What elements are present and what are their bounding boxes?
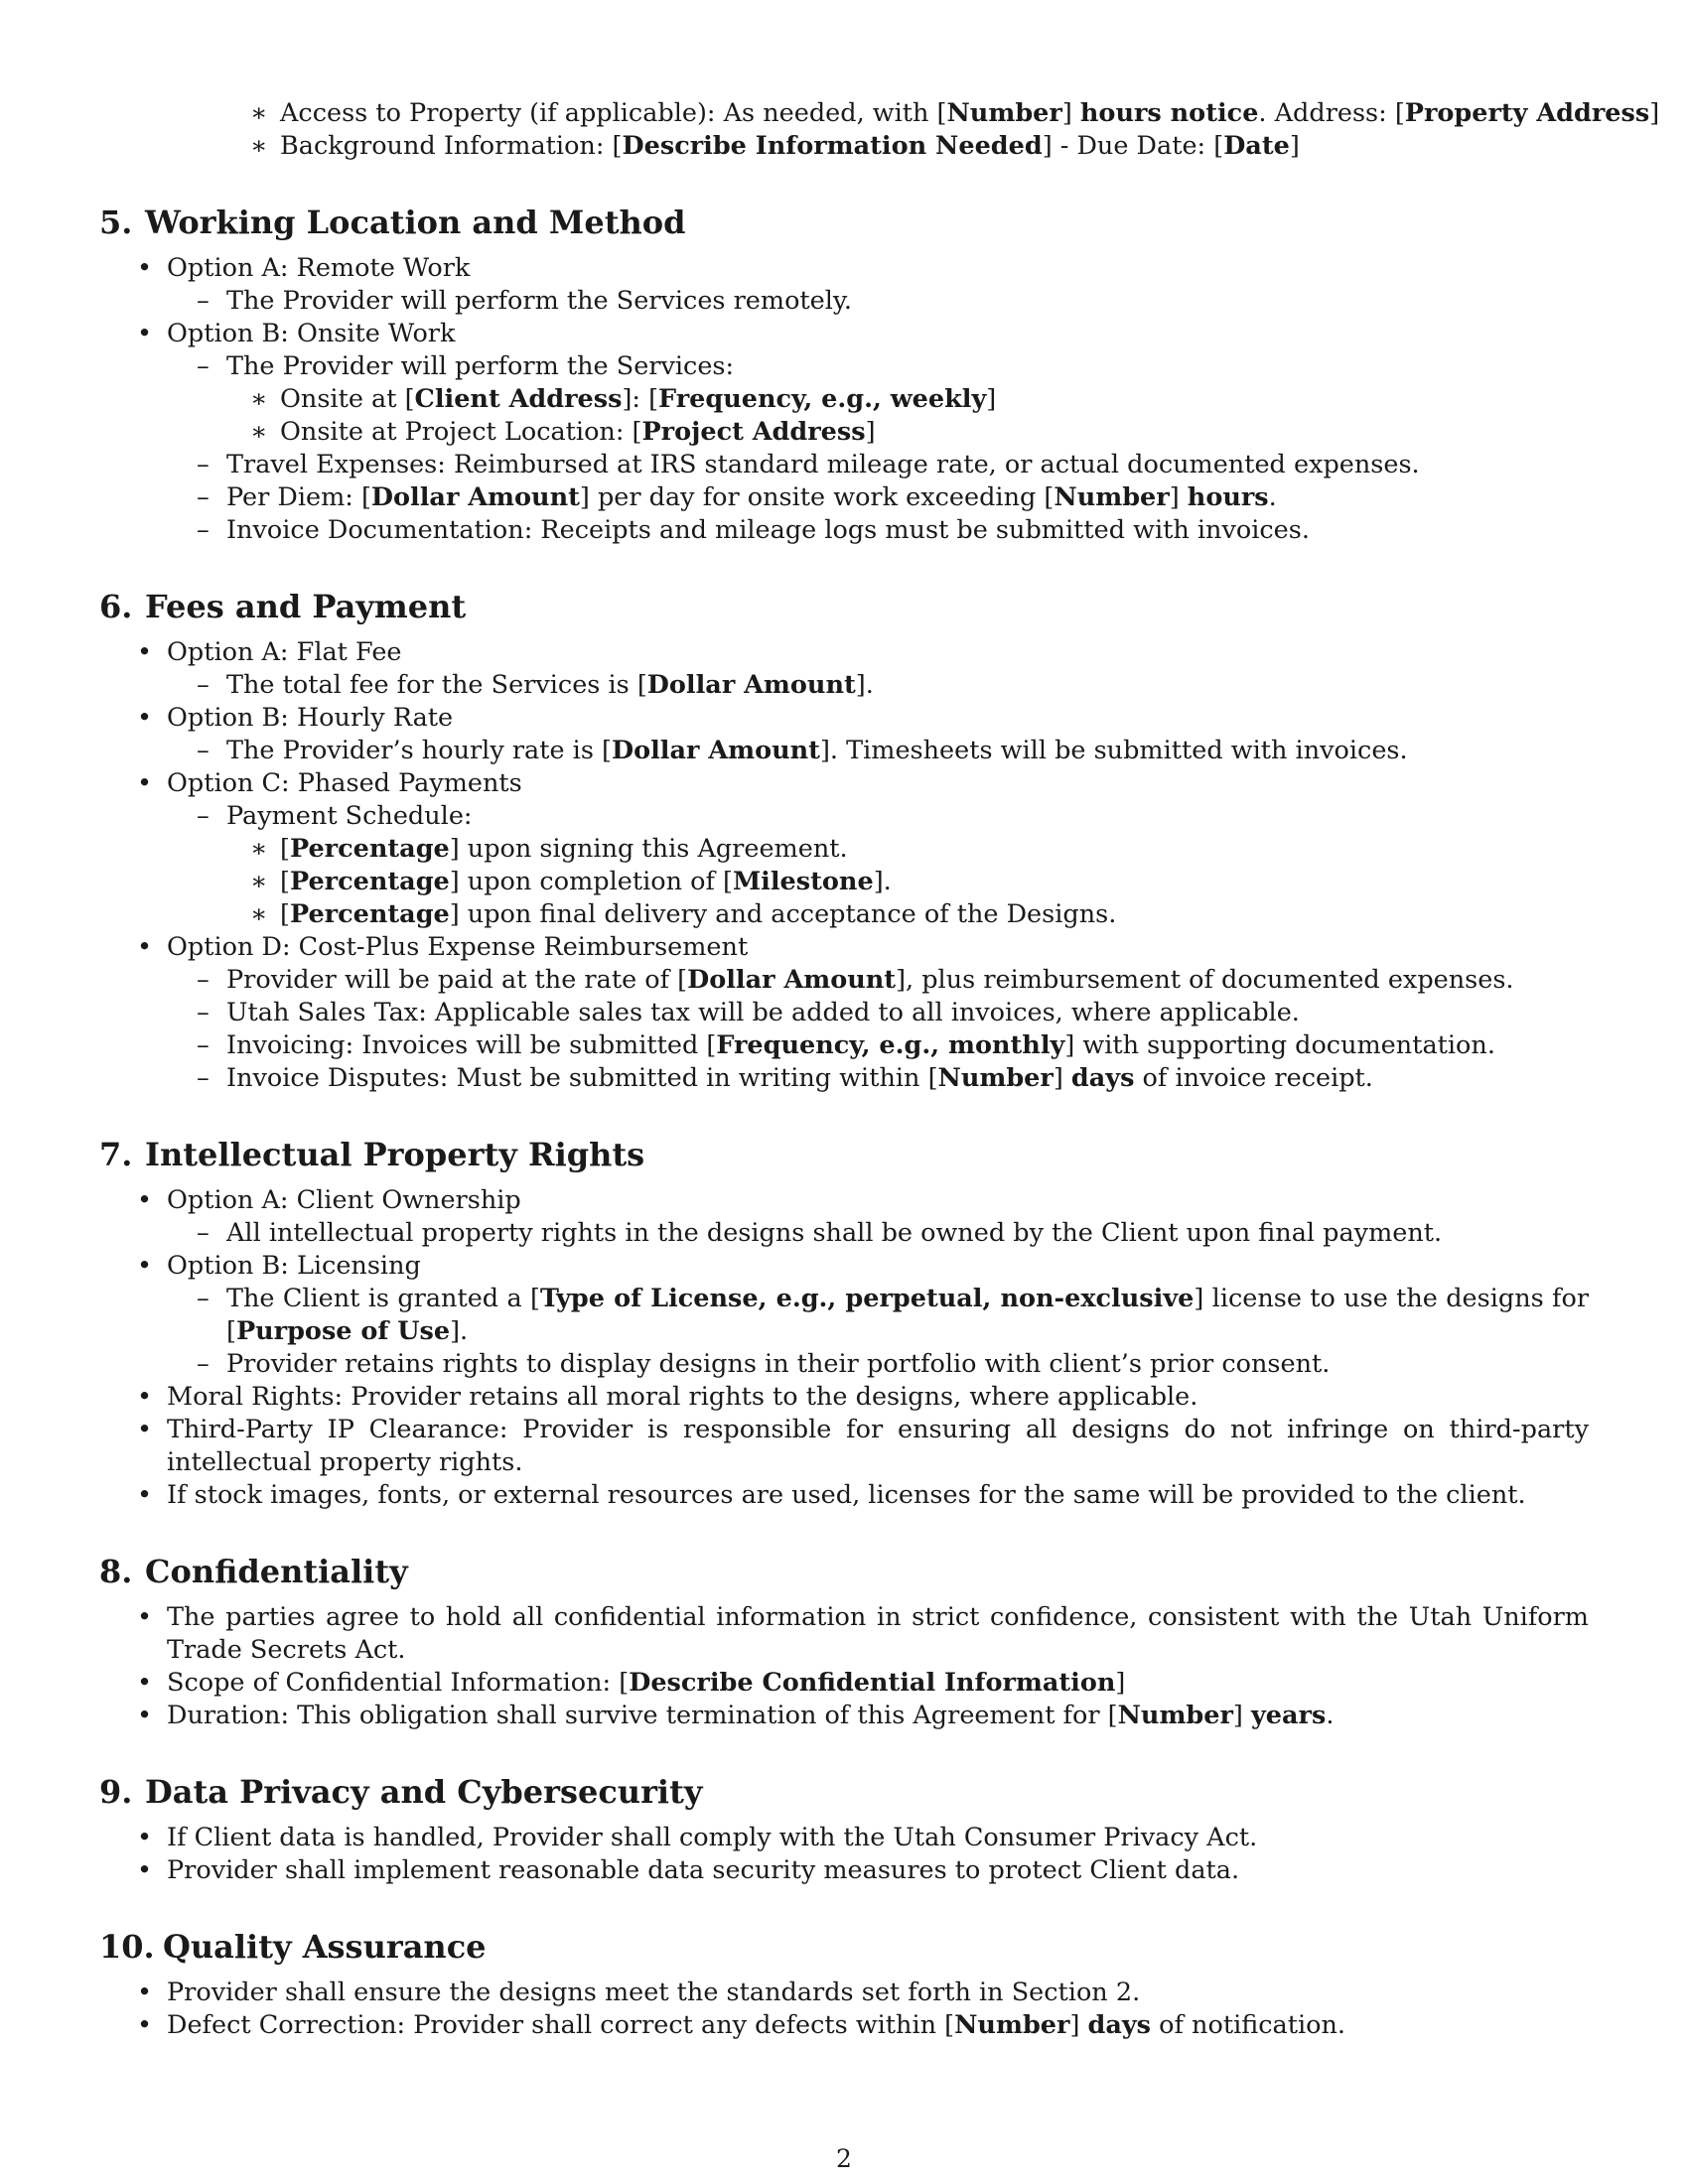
text-run: Invoice Disputes: Must be submitted in writing within [ (226, 1063, 938, 1093)
list-marker: – (197, 998, 210, 1027)
list-item (99, 1414, 1589, 1479)
text-run: Option B: Licensing (167, 1251, 421, 1281)
text-run: of invoice receipt. (1134, 1063, 1373, 1093)
text-run: ] upon completion of [ (449, 867, 733, 896)
list-marker: – (197, 736, 210, 765)
text-run: Option B: Onsite Work (167, 319, 456, 348)
list-item (99, 1601, 1589, 1667)
placeholder-field: days (1070, 1063, 1135, 1093)
placeholder-field: Dollar Amount (646, 670, 856, 700)
list-item (99, 1381, 1589, 1414)
document-body (99, 97, 1660, 2042)
text-run: All intellectual property rights in the designs shall be owned by the Client upon final payment. (226, 1218, 1443, 1248)
text-run: Per Diem: [ (226, 482, 371, 512)
text-run: [ (280, 867, 290, 896)
text-run: Option A: Remote Work (167, 253, 471, 283)
text-run: The Client is granted a [ (226, 1284, 540, 1313)
list-item (99, 130, 1589, 163)
list-marker: – (197, 801, 210, 831)
text-run: ] (1115, 1668, 1126, 1698)
list-marker: – (197, 515, 210, 545)
placeholder-field: Describe Information Needed (622, 131, 1043, 161)
list-item (99, 931, 1589, 964)
list-marker: • (137, 1382, 153, 1412)
list-item (99, 1029, 1589, 1062)
text-run: ]: [ (622, 384, 659, 414)
text-run: ] (1053, 1063, 1071, 1093)
text-run: ] - Due Date: [ (1042, 131, 1224, 161)
list-marker: • (137, 1855, 153, 1885)
placeholder-field: Number (946, 98, 1062, 128)
list-marker: – (197, 482, 210, 512)
text-run: If Client data is handled, Provider shall comply with the Utah Consumer Privacy Act. (167, 1823, 1258, 1852)
list-marker: – (197, 450, 210, 479)
list-item (99, 1348, 1589, 1381)
list-item (99, 636, 1589, 669)
list-item (99, 1977, 1589, 2009)
text-run: Onsite at Project Location: [ (280, 417, 642, 447)
list-item (99, 318, 1589, 350)
list-item (99, 1062, 1589, 1095)
list-item (99, 449, 1589, 481)
list-marker: • (137, 319, 153, 348)
text-run: Onsite at [ (280, 384, 415, 414)
text-run: ] (986, 384, 997, 414)
text-run: ] (1169, 482, 1188, 512)
text-run: Provider retains rights to display designs in their portfolio with client’s prior consent. (226, 1349, 1331, 1379)
placeholder-field: Client Address (414, 384, 623, 414)
placeholder-field: Describe Confidential Information (629, 1668, 1116, 1698)
placeholder-field: hours (1187, 482, 1269, 512)
text-run: ] (1061, 98, 1080, 128)
placeholder-field: Percentage (289, 834, 450, 864)
section-title: Confidentiality (145, 1553, 408, 1590)
list-marker: – (197, 1284, 210, 1313)
text-run: The Provider will perform the Services: (226, 351, 735, 381)
placeholder-field: Dollar Amount (611, 736, 820, 765)
list-marker: – (197, 670, 210, 700)
placeholder-field: hours notice (1079, 98, 1259, 128)
list-marker: • (137, 703, 153, 733)
text-run: ]. (873, 867, 892, 896)
placeholder-field: Frequency, e.g., monthly (716, 1030, 1065, 1060)
text-run: Provider shall ensure the designs meet the standards set forth in Section 2. (167, 1978, 1141, 2007)
text-run: ] (1289, 131, 1300, 161)
list-item (99, 997, 1589, 1029)
text-run: Invoice Documentation: Receipts and mileage logs must be submitted with invoices. (226, 515, 1310, 545)
list-marker: – (197, 965, 210, 995)
text-run: Option D: Cost-Plus Expense Reimbursement (167, 932, 749, 962)
text-run: Utah Sales Tax: Applicable sales tax will be added to all invoices, where applicable. (226, 998, 1300, 1027)
section-number: 6. (99, 588, 133, 625)
text-run: . (1326, 1701, 1335, 1730)
section-heading (99, 1772, 1589, 1812)
list-marker: ∗ (250, 98, 268, 128)
text-run: [ (280, 834, 290, 864)
text-run: of notification. (1151, 2010, 1346, 2040)
text-run: Third-Party IP Clearance: Provider is responsible for ensuring all designs do not infringe on third-party intellectual property rights. (167, 1415, 1589, 1477)
list-marker: • (137, 1480, 153, 1510)
text-run: Duration: This obligation shall survive termination of this Agreement for [ (167, 1701, 1118, 1730)
list-item (99, 2009, 1589, 2042)
text-run: Payment Schedule: (226, 801, 473, 831)
text-run: Invoicing: Invoices will be submitted [ (226, 1030, 717, 1060)
text-run: ] upon signing this Agreement. (449, 834, 848, 864)
section-number: 10. (99, 1928, 155, 1966)
section-heading (99, 1927, 1589, 1967)
list-marker: • (137, 768, 153, 798)
list-marker: ∗ (250, 899, 268, 929)
text-run: ]. Timesheets will be submitted with invoices. (819, 736, 1408, 765)
text-run: ]. (855, 670, 874, 700)
list-marker: • (137, 2010, 153, 2040)
text-run: Travel Expenses: Reimbursed at IRS standard mileage rate, or actual documented expenses. (226, 450, 1420, 479)
list-item (99, 1700, 1589, 1732)
section-number: 9. (99, 1773, 133, 1811)
section-number: 7. (99, 1136, 133, 1173)
list-item (99, 964, 1589, 997)
list-marker: • (137, 1602, 153, 1632)
text-run: ], plus reimbursement of documented expenses. (896, 965, 1514, 995)
list-marker: ∗ (250, 417, 268, 447)
list-marker: • (137, 1251, 153, 1281)
placeholder-field: Dollar Amount (687, 965, 897, 995)
text-run: Background Information: [ (280, 131, 623, 161)
list-marker: – (197, 1349, 210, 1379)
placeholder-field: Number (954, 2010, 1070, 2040)
text-run: [ (280, 899, 290, 929)
list-marker: • (137, 1185, 153, 1215)
text-run: . (1268, 482, 1277, 512)
placeholder-field: Date (1223, 131, 1290, 161)
text-run: The parties agree to hold all confidential information in strict confidence, consistent with the Utah Uniform Trade Secrets Act. (167, 1602, 1589, 1665)
text-run: ] per day for onsite work exceeding [ (579, 482, 1055, 512)
list-marker: • (137, 1701, 153, 1730)
text-run: ] (1069, 2010, 1088, 2040)
page-number: 2 (836, 2144, 852, 2173)
list-item (99, 767, 1589, 800)
list-item (99, 97, 1660, 130)
list-item (99, 735, 1589, 767)
section-number: 8. (99, 1553, 133, 1590)
section-title: Fees and Payment (145, 588, 467, 625)
list-item (99, 285, 1589, 318)
list-marker: • (137, 637, 153, 667)
placeholder-field: Project Address (641, 417, 866, 447)
list-item (99, 1283, 1589, 1348)
list-marker: ∗ (250, 384, 268, 414)
section-number: 5. (99, 204, 133, 241)
text-run: Provider will be paid at the rate of [ (226, 965, 688, 995)
text-run: Provider shall implement reasonable data security measures to protect Client data. (167, 1855, 1240, 1885)
text-run: Option C: Phased Payments (167, 768, 522, 798)
placeholder-field: days (1087, 2010, 1152, 2040)
list-marker: • (137, 932, 153, 962)
list-item (99, 702, 1589, 735)
text-run: ] with supporting documentation. (1064, 1030, 1495, 1060)
list-marker: – (197, 351, 210, 381)
section-title: Quality Assurance (163, 1928, 487, 1966)
placeholder-field: Milestone (732, 867, 874, 896)
list-item (99, 1217, 1589, 1250)
list-item (99, 1184, 1589, 1217)
list-item (99, 481, 1589, 514)
list-marker: – (197, 1030, 210, 1060)
text-run: Scope of Confidential Information: [ (167, 1668, 630, 1698)
text-run: The Provider will perform the Services remotely. (226, 286, 853, 316)
list-item (99, 898, 1589, 931)
list-item (99, 669, 1589, 702)
list-item (99, 416, 1589, 449)
section-heading (99, 1135, 1589, 1174)
list-item (99, 350, 1589, 383)
text-run: Option A: Flat Fee (167, 637, 402, 667)
list-marker: • (137, 1978, 153, 2007)
text-run: ]. (450, 1316, 469, 1346)
placeholder-field: Number (1054, 482, 1170, 512)
text-run: If stock images, fonts, or external resources are used, licenses for the same will be provided to the client. (167, 1480, 1526, 1510)
list-item (99, 383, 1589, 416)
section-title: Intellectual Property Rights (145, 1136, 645, 1173)
list-marker: – (197, 1063, 210, 1093)
placeholder-field: Percentage (289, 899, 450, 929)
list-marker: ∗ (250, 867, 268, 896)
list-item (99, 833, 1589, 866)
text-run: ] (1649, 98, 1660, 128)
text-run: ] (1232, 1701, 1251, 1730)
text-run: ] license to use the designs for [ (226, 1284, 1590, 1346)
text-run: Moral Rights: Provider retains all moral rights to the designs, where applicable. (167, 1382, 1198, 1412)
list-item (99, 1822, 1589, 1854)
list-item (99, 1854, 1589, 1887)
placeholder-field: years (1250, 1701, 1327, 1730)
text-run: The Provider’s hourly rate is [ (226, 736, 612, 765)
list-item (99, 1667, 1589, 1700)
placeholder-field: Purpose of Use (235, 1316, 451, 1346)
list-marker: • (137, 253, 153, 283)
list-marker: – (197, 286, 210, 316)
text-run: . Address: [ (1258, 98, 1405, 128)
text-run: ] (865, 417, 876, 447)
list-marker: • (137, 1668, 153, 1698)
text-run: Defect Correction: Provider shall correct any defects within [ (167, 2010, 955, 2040)
list-marker: ∗ (250, 834, 268, 864)
list-item (99, 1250, 1589, 1283)
section-title: Data Privacy and Cybersecurity (145, 1773, 703, 1811)
list-marker: • (137, 1415, 153, 1444)
section-title: Working Location and Method (145, 204, 686, 241)
placeholder-field: Number (1117, 1701, 1233, 1730)
text-run: ] upon final delivery and acceptance of the Designs. (449, 899, 1117, 929)
list-item (99, 514, 1589, 547)
text-run: Option B: Hourly Rate (167, 703, 454, 733)
list-marker: – (197, 1218, 210, 1248)
placeholder-field: Percentage (289, 867, 450, 896)
placeholder-field: Type of License, e.g., perpetual, non-exclusive (539, 1284, 1195, 1313)
text-run: Option A: Client Ownership (167, 1185, 521, 1215)
placeholder-field: Property Address (1404, 98, 1650, 128)
list-item (99, 252, 1589, 285)
section-heading (99, 203, 1589, 242)
list-item (99, 800, 1589, 833)
text-run: Access to Property (if applicable): As needed, with [ (280, 98, 947, 128)
section-heading (99, 1552, 1589, 1591)
text-run: The total fee for the Services is [ (226, 670, 647, 700)
section-heading (99, 587, 1589, 626)
placeholder-field: Number (937, 1063, 1054, 1093)
list-marker: ∗ (250, 131, 268, 161)
placeholder-field: Frequency, e.g., weekly (658, 384, 987, 414)
list-item (99, 866, 1589, 898)
list-item (99, 1479, 1589, 1512)
list-marker: • (137, 1823, 153, 1852)
placeholder-field: Dollar Amount (370, 482, 580, 512)
